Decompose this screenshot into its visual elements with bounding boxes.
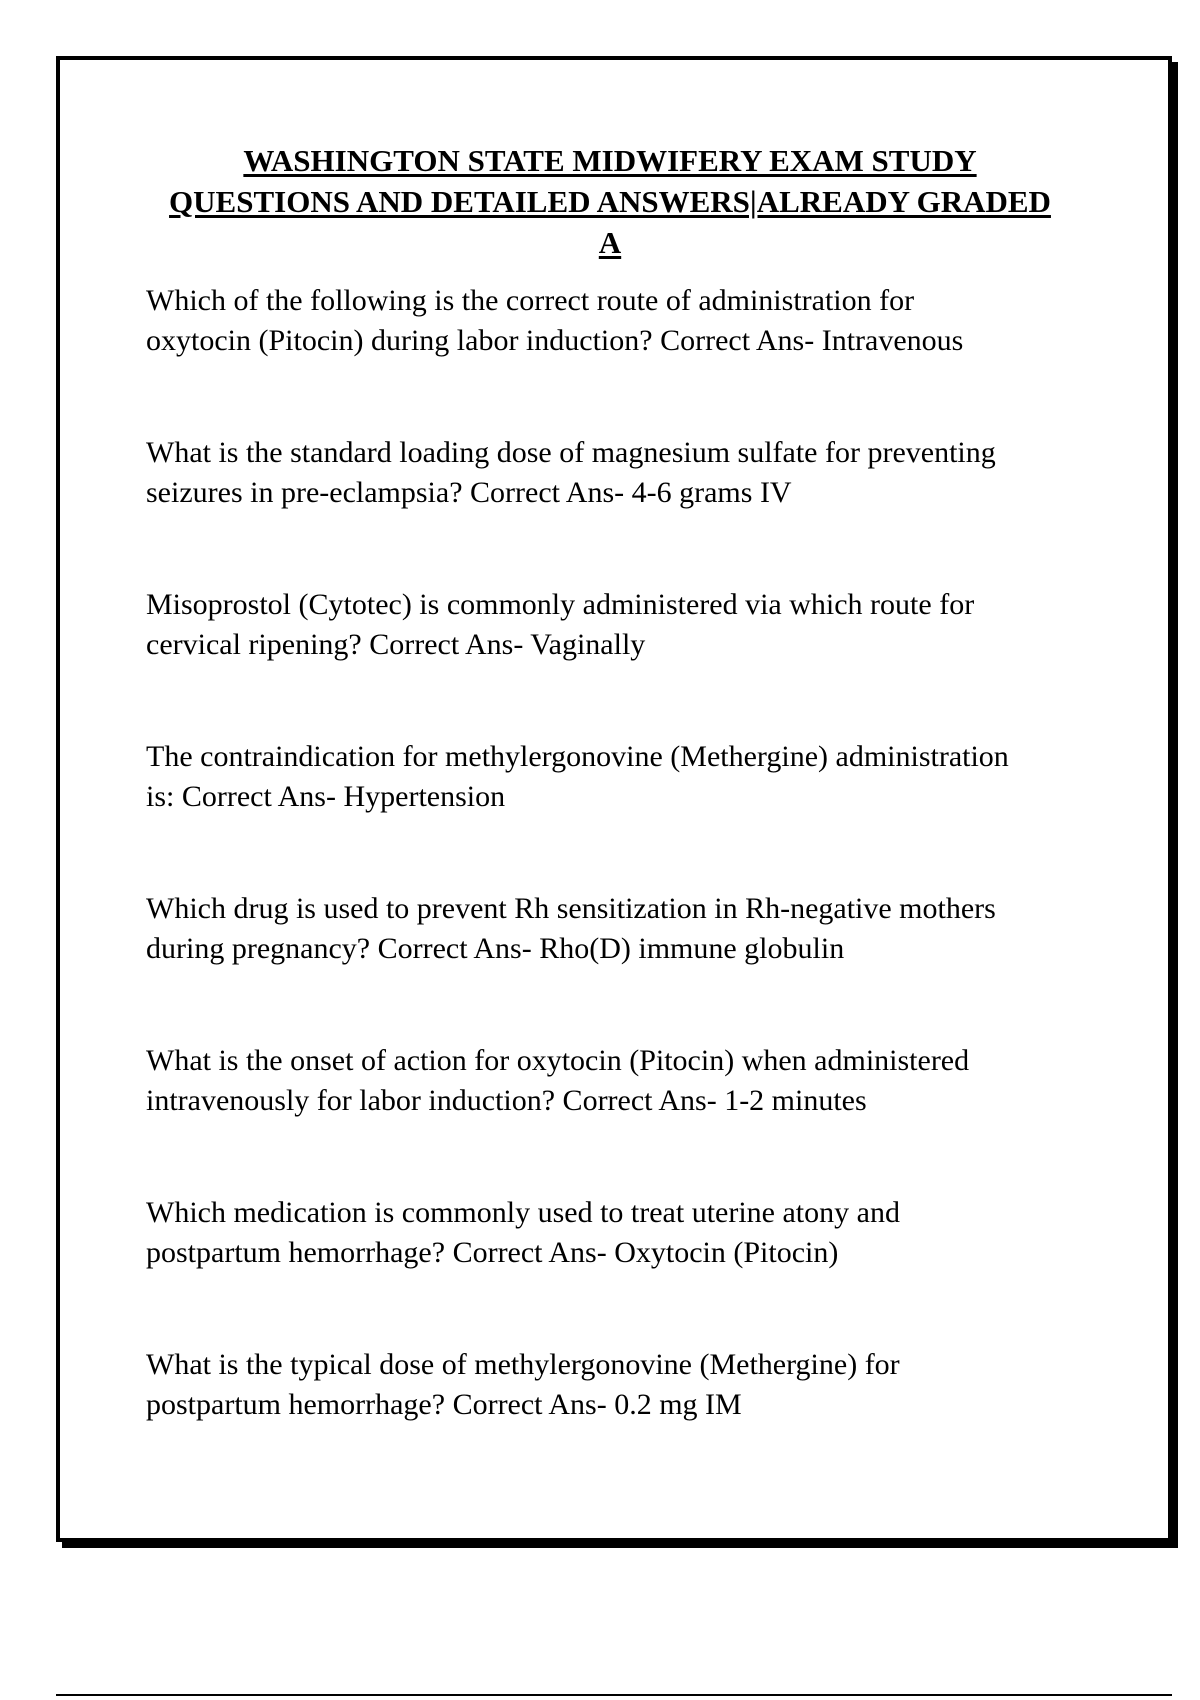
question-text-line: What is the typical dose of methylergonovine (Methergine) for (146, 1348, 900, 1381)
question-item-6 (146, 1041, 1096, 1121)
question-text-line: seizures in pre-eclampsia? Correct Ans- 4-6 grams IV (146, 476, 792, 509)
question-text-line: during pregnancy? Correct Ans- Rho(D) immune globulin (146, 932, 845, 965)
question-text-line: What is the onset of action for oxytocin (Pitocin) when administered (146, 1044, 970, 1077)
question-text-line: cervical ripening? Correct Ans- Vaginally (146, 628, 646, 661)
title-line: QUESTIONS AND DETAILED ANSWERS|ALREADY GRADED (169, 184, 1051, 219)
question-text-line: Misoprostol (Cytotec) is commonly administered via which route for (146, 588, 975, 621)
question-text-line: Which medication is commonly used to treat uterine atony and (146, 1196, 900, 1229)
question-text-line: is: Correct Ans- Hypertension (146, 780, 506, 813)
document-title (140, 140, 1080, 263)
question-list (146, 281, 1096, 1497)
question-text-line: postpartum hemorrhage? Correct Ans- Oxytocin (Pitocin) (146, 1236, 839, 1269)
footer-divider (56, 1694, 1172, 1696)
question-item-1 (146, 281, 1096, 361)
title-line: WASHINGTON STATE MIDWIFERY EXAM STUDY (243, 143, 977, 178)
question-text-line: Which of the following is the correct route of administration for (146, 284, 915, 317)
question-item-3 (146, 585, 1096, 665)
question-text-line: intravenously for labor induction? Correct Ans- 1-2 minutes (146, 1084, 867, 1117)
question-text-line: oxytocin (Pitocin) during labor induction? Correct Ans- Intravenous (146, 324, 964, 357)
question-item-5 (146, 889, 1096, 969)
question-text-line: postpartum hemorrhage? Correct Ans- 0.2 mg IM (146, 1388, 742, 1421)
question-item-4 (146, 737, 1096, 817)
question-text-line: What is the standard loading dose of magnesium sulfate for preventing (146, 436, 996, 469)
question-item-2 (146, 433, 1096, 513)
question-item-7 (146, 1193, 1096, 1273)
question-item-8 (146, 1345, 1096, 1425)
title-line: A (598, 225, 622, 260)
question-text-line: Which drug is used to prevent Rh sensitization in Rh-negative mothers (146, 892, 996, 925)
question-text-line: The contraindication for methylergonovine (Methergine) administration (146, 740, 1009, 773)
